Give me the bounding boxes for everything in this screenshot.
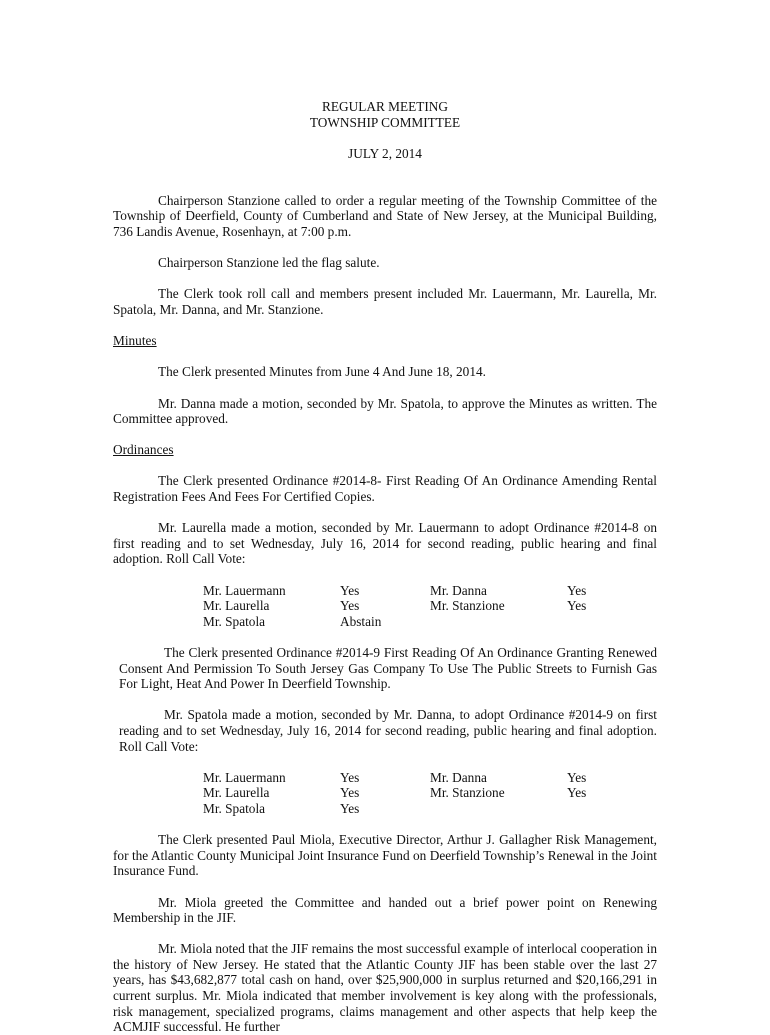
vote-member: Mr. Stanzione (430, 598, 505, 614)
meeting-date: JULY 2, 2014 (348, 146, 422, 162)
vote-member (430, 614, 567, 630)
vote-value: Yes (340, 582, 360, 598)
table-row (203, 770, 627, 786)
roll-call-paragraph: The Clerk took roll call and members present included Mr. Lauermann, Mr. Laurella, Mr. Spatola, Mr. Danna, and Mr. Stanzione. (113, 286, 657, 317)
meeting-title (113, 99, 657, 130)
minutes-heading: Minutes (113, 333, 157, 349)
vote-value: Abstain (340, 613, 382, 629)
vote-member: Mr. Spatola (203, 800, 266, 816)
vote-value: Yes (567, 785, 587, 801)
table-row (203, 801, 627, 817)
title-line-1: REGULAR MEETING (322, 99, 448, 114)
vote-value: Yes (567, 598, 587, 614)
vote-member: Mr. Laurella (203, 785, 270, 801)
vote-value: Yes (340, 785, 360, 801)
jif-greeting-paragraph: Mr. Miola greeted the Committee and handed out a brief power point on Renewing Membership in the JIF. (113, 894, 657, 926)
table-row (203, 583, 627, 599)
minutes-motion-paragraph: Mr. Danna made a motion, seconded by Mr. Spatola, to approve the Minutes as written. The Committee approved. (113, 395, 657, 427)
table-row (203, 785, 627, 801)
vote-member: Mr. Stanzione (430, 785, 505, 801)
title-line-2: TOWNSHIP COMMITTEE (309, 114, 461, 130)
vote-member (430, 801, 567, 817)
vote-member: Mr. Lauermann (203, 582, 286, 598)
vote-value (567, 801, 627, 817)
jif-details-paragraph: Mr. Miola noted that the JIF remains the most successful example of interlocal cooperation in the history of New Jersey. He stated that the Atlantic County JIF has been stable over the last 27 years, has $43,682,877 total cash on hand, over $25,900,000 in surplus returned and $20,166,291 in current surplus. Mr. Miola indicated that member involvement is key along with the professionals, risk management, specialized programs, claims management and other aspects that help keep the ACMJIF successful. He further (113, 941, 657, 1035)
ordinance-2014-9-motion-paragraph: Mr. Spatola made a motion, seconded by Mr. Danna, to adopt Ordinance #2014-9 on first reading and to set Wednesday, July 16, 2014 for second reading, public hearing and final adoption. Roll Call Vote: (119, 707, 657, 754)
roll-call-vote-table-2 (203, 770, 627, 817)
table-row (203, 614, 627, 630)
vote-member: Mr. Danna (430, 769, 487, 785)
flag-salute-paragraph: Chairperson Stanzione led the flag salute. (158, 255, 380, 271)
roll-call-vote-table-1 (203, 583, 627, 630)
ordinance-2014-8-motion-paragraph: Mr. Laurella made a motion, seconded by Mr. Lauermann to adopt Ordinance #2014-8 on first reading and to set Wednesday, July 16, 2014 for second reading, public hearing and final adoption. Roll Call Vote: (113, 520, 657, 567)
vote-member: Mr. Lauermann (203, 769, 286, 785)
table-row (203, 598, 627, 614)
vote-value: Yes (567, 769, 587, 785)
vote-value: Yes (340, 598, 360, 614)
call-to-order-paragraph: Chairperson Stanzione called to order a regular meeting of the Township Committee of the Township of Deerfield, County of Cumberland and State of New Jersey, at the Municipal Building, 736 Landis Avenue, Rosenhayn, at 7:00 p.m. (113, 192, 657, 239)
vote-member: Mr. Spatola (203, 613, 266, 629)
vote-value: Yes (567, 582, 587, 598)
ordinance-2014-9-paragraph: The Clerk presented Ordinance #2014-9 First Reading Of An Ordinance Granting Renewed Consent And Permission To South Jersey Gas Company To Use The Public Streets to Furnish Gas For Light, Heat And Power In Deerfield Township. (119, 645, 657, 692)
vote-value (567, 614, 627, 630)
vote-value: Yes (340, 800, 360, 816)
minutes-presented-paragraph: The Clerk presented Minutes from June 4 And June 18, 2014. (158, 364, 486, 380)
ordinance-2014-8-paragraph: The Clerk presented Ordinance #2014-8- First Reading Of An Ordinance Amending Rental Registration Fees And Fees For Certified Copies. (113, 473, 657, 505)
vote-member: Mr. Laurella (203, 598, 270, 614)
jif-presentation-paragraph: The Clerk presented Paul Miola, Executive Director, Arthur J. Gallagher Risk Management, for the Atlantic County Municipal Joint Insurance Fund on Deerfield Township’s Renewal in the Joint Insurance Fund. (113, 832, 657, 879)
ordinances-heading: Ordinances (113, 442, 174, 458)
vote-value: Yes (340, 769, 360, 785)
vote-member: Mr. Danna (430, 582, 487, 598)
